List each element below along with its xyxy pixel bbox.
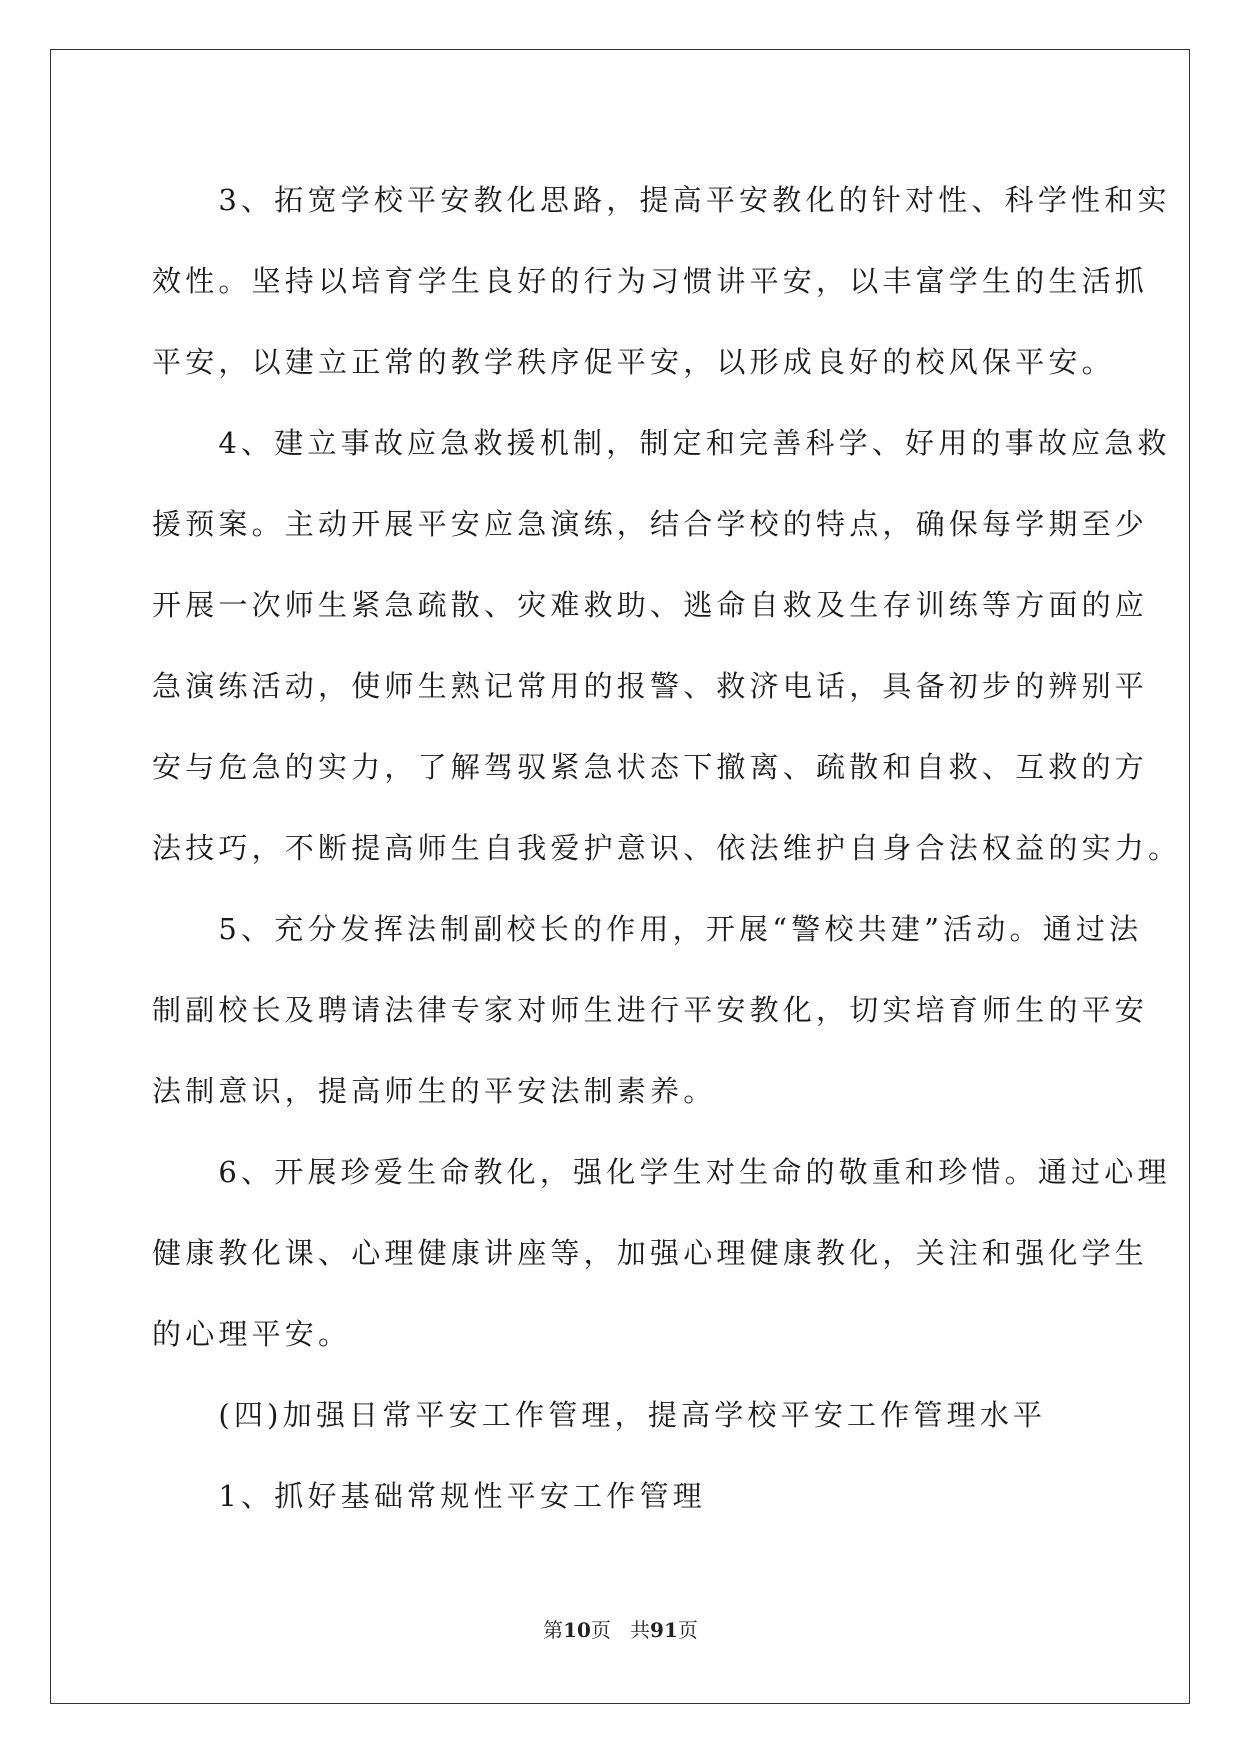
footer-total-suffix: 页 bbox=[677, 1618, 698, 1642]
footer-prefix: 第 bbox=[543, 1618, 564, 1642]
text-line: 4、建立事故应急救援机制，制定和完善科学、好用的事故应急救 bbox=[152, 426, 1171, 460]
text-line: 法技巧，不断提高师生自我爱护意识、依法维护自身合法权益的实力。 bbox=[152, 831, 1182, 865]
text-line: 制副校长及聘请法律专家对师生进行平安教化，切实培育师生的平安 bbox=[152, 993, 1149, 1027]
text-line: 5、充分发挥法制副校长的作用，开展“警校共建”活动。通过法 bbox=[152, 912, 1143, 946]
text-line: 1、抓好基础常规性平安工作管理 bbox=[152, 1479, 706, 1513]
text-line: 3、拓宽学校平安教化思路，提高平安教化的针对性、科学性和实 bbox=[152, 183, 1171, 217]
text-line: 6、开展珍爱生命教化，强化学生对生命的敬重和珍惜。通过心理 bbox=[152, 1155, 1171, 1189]
footer-page-suffix: 页 bbox=[590, 1618, 611, 1642]
text-line: 的心理平安。 bbox=[152, 1317, 352, 1351]
footer-total-prefix: 共 bbox=[630, 1618, 651, 1642]
text-line: 效性。坚持以培育学生良好的行为习惯讲平安，以丰富学生的生活抓 bbox=[152, 264, 1149, 298]
page-footer bbox=[0, 1614, 1241, 1643]
current-page-number: 10 bbox=[563, 1618, 591, 1642]
text-line: 援预案。主动开展平安应急演练，结合学校的特点，确保每学期至少 bbox=[152, 507, 1149, 541]
text-line: 平安，以建立正常的教学秩序促平安，以形成良好的校风保平安。 bbox=[152, 345, 1115, 379]
text-line: 法制意识，提高师生的平安法制素养。 bbox=[152, 1074, 717, 1108]
document-body bbox=[152, 160, 1182, 1537]
text-line: 急演练活动，使师生熟记常用的报警、救济电话，具备初步的辨别平 bbox=[152, 669, 1149, 703]
text-line: 健康教化课、心理健康讲座等，加强心理健康教化，关注和强化学生 bbox=[152, 1236, 1149, 1270]
text-line: 安与危急的实力，了解驾驭紧急状态下撤离、疏散和自救、互救的方 bbox=[152, 750, 1149, 784]
text-line: (四)加强日常平安工作管理，提高学校平安工作管理水平 bbox=[152, 1398, 1047, 1432]
text-line: 开展一次师生紧急疏散、灾难救助、逃命自救及生存训练等方面的应 bbox=[152, 588, 1149, 622]
total-page-count: 91 bbox=[650, 1618, 678, 1642]
